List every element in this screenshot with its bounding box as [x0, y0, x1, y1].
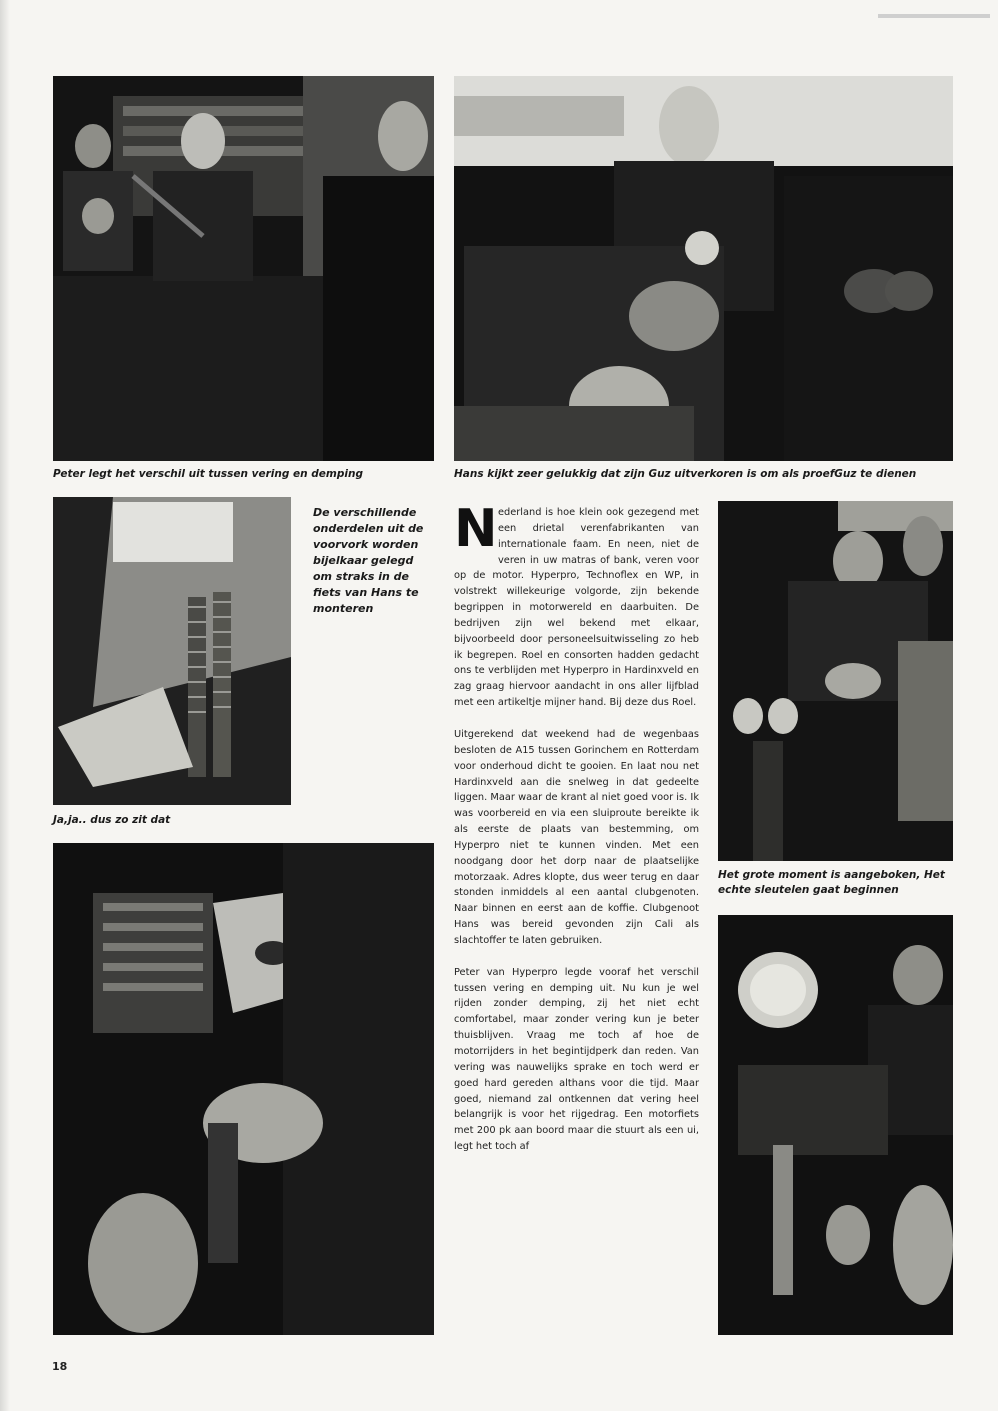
page-number: 18: [52, 1360, 68, 1373]
pull-quote: De verschillende onderdelen uit de voorvork worden bijelkaar gelegd om straks in de fiets van Hans te monteren: [313, 506, 424, 615]
photo-hans-smiling: [454, 76, 953, 461]
photo-fork-parts: [53, 497, 291, 805]
page-top-rule: [878, 14, 990, 18]
caption-photo5: Het grote moment is aangeboken, Het echte sleutelen gaat beginnen: [718, 869, 945, 896]
article-paragraph-1: Nederland is hoe klein ook gezegend met een drietal verenfabrikanten van internationale faam. En neen, niet de veren in uw matras of bank, veren voor op de motor. Hyperpro, Technoflex en WP, in volstrekt willekeurige volgorde, zijn bekende begrippen in motorwereld en daarbuiten. De bedrijven zijn wel bekend met elkaar, bijvoorbeeld door personeelsuitwisseling zo heb ik begrepen. Roel en consorten hadden gedacht ons te verblijden met Hyperpro in Hardinxveld en zag graag hiervoor aandacht in ons aller lijfblad met een artikeltje mijner hand. Bij deze dus Roel.: [454, 499, 699, 709]
caption-photo1: Peter legt het verschil uit tussen vering en demping: [53, 468, 363, 480]
caption-photo3: Ja,ja.. dus zo zit dat: [53, 814, 171, 826]
caption-photo2: Hans kijkt zeer gelukkig dat zijn Guz uitverkoren is om als proefGuz te dienen: [454, 468, 917, 480]
photo-motorcycle-work: [718, 915, 953, 1335]
photo-hands-assembling: [53, 843, 434, 1335]
photo-big-moment: [718, 501, 953, 861]
article-paragraph-2: Uitgerekend dat weekend had de wegenbaas besloten de A15 tussen Gorinchem en Rotterdam voor onderhoud dicht te gooien. En laat nou net Hardinxveld aan die snelweg in dat gedeelte liggen. Maar waar de krant al niet goed voor is. Ik was voorbereid en via een sluiproute bereikte ik als eerste de plaats van bestemming, om Hyperpro niet te kunnen vinden. Met een noodgang door het dorp naar de plaatselijke motorzaak. Adres klopte, dus weer terug en daar stonden inmiddels al een aantal clubgenoten. Naar binnen en eerst aan de koffie. Clubgenoot Hans was bereid gevonden zijn Cali als slachtoffer te laten gebruiken.: [454, 728, 699, 946]
article-body: [454, 499, 699, 1171]
photo-peter-explaining: [53, 76, 434, 461]
page-edge-shadow: [0, 0, 10, 1411]
article-paragraph-3: Peter van Hyperpro legde vooraf het verschil tussen vering en demping uit. Nu kun je wel rijden zonder demping, zij het niet echt comfortabel, maar zonder vering kun je beter thuisblijven. Vraag me toch af hoe de motorrijders in het begintijdperk dan reden. Van vering was nauwelijks sprake en toch werd er goed hard gereden althans voor die tijd. Maar goed, niemand zal ontkennen dat vering heel belangrijk is voor het rijgedrag. Een motorfiets met 200 pk aan boord maar die stuurt als een ui, legt het toch af: [454, 966, 699, 1153]
drop-cap: N: [454, 499, 498, 559]
